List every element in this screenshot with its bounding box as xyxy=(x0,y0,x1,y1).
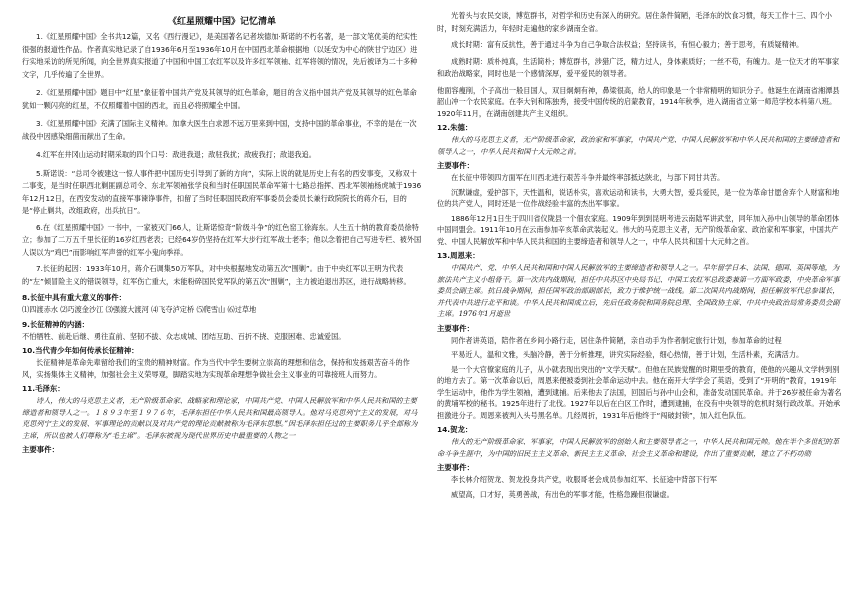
item-13-text: 中国共产、党、中华人民共和国和中国人民解放军的主要缔造者和领导人之一。早年留学日本、法国、德国、英国等地，为旅法共产主义小组骨干。第一次共内战期间，担任中共苏区中央局书记、中国工农红军总政委兼第一方面军政委，中央革命军事委员会副主席。抗日战争期间，担任国军政治部副部长，致力于维护统一战线。第二次国共内战期间，担任解放军代总参谋长，并代表中共进行北平和谈。中华人民共和国成立后，先后任政务院和国务院总理、全国政协主席、中共中央政治局常务委员会副主席。1976年1月逝世 xyxy=(437,263,840,318)
item-14-detail-b: 威望高，口才好，英勇善战，有出色的军事才能，性格急躁但很谦虚。 xyxy=(451,489,674,499)
item-14-text: 伟大的无产阶级革命家、军事家，中国人民解放军的创始人和主要领导者之一，中华人民共和国元帅。他在半个多世纪的革命斗争生涯中，为中国的旧民主主义革命、新民主主义革命、社会主义革命和建设，作出了重要贡献，建立了不朽功勋 xyxy=(437,437,840,458)
item-11-text: 诗人，伟大的马克思主义者，无产阶级革命家、战略家和理论家，中国共产党、中国人民解放军和中华人民共和国的主要缔造者和领导人之一。１８９３年至１９７６年，毛泽东担任中华人民共和国最高领导人。他对马克思列宁主义的发展，对马克思列宁主义的发展、军事理论的贡献以及对共产党的理论贡献被称为毛泽东思想。”因毛泽东担任过的主要职务几乎全部称为主席，所以也被人们尊称为“毛主席”。毛泽东被视为现代世界历史中最重要的人物之一 xyxy=(22,396,418,440)
item-10-text: 长征精神是革命先辈留给我们的宝贵的精神财富。作为当代中学生要树立崇高的理想和信念，保持和发扬艰苦奋斗的作风，实扬集体主义精神，加强社会主义荣辱观，脚踏实地为实现革命理想争做社会主义事业的可靠接班人而努力。 xyxy=(22,358,410,379)
item-8-heading: 8.长征中具有重大意义的事件： xyxy=(22,293,127,302)
item-12-events-label: 主要事件： xyxy=(437,161,474,170)
item-2: 2.《红星照耀中国》题目中“红星”象征着中国共产党及其领导的红色革命，题目的含义指中国共产党及其领导的红色革命犹如一颗闪亮的红星，不仅照耀着中国的西北，而且必将照耀全中国。 xyxy=(22,88,417,110)
mao-detail-1: 光着头与农民交谈，博览群书，对哲学和历史有深入的研究。居住条件简陋，毛泽东的饮食习惯，每天工作十三、四个小时，时刻充满活力，年轻时走遍他的家乡湖南全省。 xyxy=(437,11,832,33)
item-14-detail-a: 李长林介绍贺龙、贺龙投身共产党，收服哥老会成员参加红军、长征途中背部下行军 xyxy=(451,475,717,484)
mao-detail-2: 成长时期：富有反抗性，善于通过斗争为自己争取合法权益；坚持读书，有恒心毅力；善于思考，有质疑精神。 xyxy=(451,40,804,49)
item-14-events-label: 主要事件： xyxy=(437,463,474,472)
item-13-detail-a: 同作者讲英语，陪作者在乡间小路行走，居住条件简陋，亲自动手为作者制定旅行计划，参加革命的过程 xyxy=(451,335,782,345)
item-13-events-label: 主要事件： xyxy=(437,323,474,333)
item-9-heading: 9.长征精神的内涵： xyxy=(22,319,90,329)
mao-detail-4: 他面容瘦削，个子高出一般目国人，双目炯炯有神，鼻梁很高，给人的印象是一个非常精明的知识分子。他诞生在湖南省湘潭县韶山冲一个农民家庭。在李大钊和陈独秀，接受中国传统的启蒙教育，1914年秋季，进入湖南省立第一师范学校本科第八班。1920年11月，在湖南创建共产主义组织。 xyxy=(437,85,840,118)
item-5: 5.斯诺说：“总司令被建这一惊人事件把中国历史引导到了新的方向”，实际上说的就是历史上有名的西安事变，又称双十二事变，是当时任职西北剿匪副总司令、东北军领袖张学良和当时任职国民革命军第十七路总指挥、西北军领袖杨虎城于1936年12月12日，在西安发动的直接军事谏诤事件，扣留了当时任职国民政府军事委员会委员长兼行政院院长的蒋介石，目的是“停止剿共，改组政府，出兵抗日”。 xyxy=(22,168,422,215)
item-13-detail-b: 平易近人，温和文雅，头脑冷静，善于分析推理，讲究实际经验，细心热情，善于计划，生活朴素，充满活力。 xyxy=(451,350,804,359)
item-6: 6.在《红星照耀中国》一书中，一家被灭门66人，让斯诺惊奇“阶级斗争”的红色窑工徐海东。人生五十纳的教育委员徐特立；参加了二万五千里长征的16岁红西老表；已经64岁仍坚持在红军大步行红军战士老李；他以念着把自己写进专栏、被外国人误以为“鸡巴”而影响红军声誉的红军小鬼向季祥。 xyxy=(22,222,422,257)
item-14-heading: 14.贺龙： xyxy=(437,425,473,434)
item-1: 1.《红星照耀中国》全书共12篇，又名《西行漫记》，是美国著名记者埃德加·斯诺的不朽名著，是一部文笔优美的纪实性很强的报道性作品。作者真实地记录了自1936年6月至1936年10月在中国西北革命根据地（以延安为中心的陕甘宁边区）进行实地采访的所见所闻，向全世界真实报道了中国和中国工农红军以及许多红军领袖、红军将领的情况，先后被译为二十多种文字，几乎传遍了全世界。 xyxy=(22,32,418,79)
page-title: 《红星照耀中国》记忆清单 xyxy=(167,17,276,27)
mao-detail-3: 成熟时期：质朴纯真，生活简朴；博览群书，涉猎广泛，精力过人，身体素质好；一丝不苟，有魄力。是一位天才的军事家和政治战略家，同时也是一个感情深厚，爱平爱民的领导者。 xyxy=(437,56,840,78)
item-13-detail-c: 是一个大官僚家庭的儿子，从小就表现出突出的“文学天赋”。但他在民族觉醒的时期里受的教育，使他的兴趣从文学转到别的地方去了。第一次革命以后，周恩来便被委到社会革命运动中去。他在南开大学学会了英语，受到了“开明的”教育，1919年学生运动中，他作为学生领袖，遭到逮捕。后来他去了法国，回国后与孙中山会和，准备发动国民革命。并于26岁被任命为著名的黄埔军校的秘书。1925年进行了北伐。1927年以后在白区工作时，遭到逮捕，在没有中央领导的危机时刻行政改革。开始承担激进分子。周恩来被判入头号黑名单。几经周折，1931年后他终于“闯破封锁”，加入红色队伍。 xyxy=(437,364,842,420)
item-10-heading: 10.当代青少年如何传承长征精神： xyxy=(22,346,139,355)
item-4: 4.红军在井冈山运动时期采取的四个口号：敌进我退；敌驻我扰；敌疲我打；敌退我追。 xyxy=(36,150,316,159)
item-9-text: 不怕牺牲、前赴后继、勇往直前、坚韧不拔、众志成城、团结互助、百折不挠、克服困难、忠诚爱国。 xyxy=(22,331,346,341)
item-11-heading: 11.毛泽东： xyxy=(22,384,65,393)
item-12-detail-b: 沉默谦虚，爱护部下，天性温和，说话朴实，喜欢运动和读书，大勇大智，爱兵爱民，是一位为革命甘愿舍弃个人财富和地位的共产党人，同时还是一位作战经验丰富的杰出军事家。 xyxy=(437,187,840,208)
left-column xyxy=(22,10,422,604)
item-7: 7.长征的起因：1933年10月，蒋介石调集50万军队，对中央根据地发动第五次“围剿”。由于中央红军以王明为代表的“左”倾冒险主义的错误领导，红军伤亡重大，未能粉碎国民党军队的第五次“围剿”，主力被迫退出苏区，进行战略转移。 xyxy=(22,264,411,286)
item-12-detail-a: 在长征中带领四方面军在川西北进行艰苦斗争并最终率部抵达陕北，与部下同甘共苦。 xyxy=(451,173,725,182)
item-12-text: 伟大的马克思主义者，无产阶级革命家，政治家和军事家，中国共产党、中国人民解放军和中华人民共和国的主要缔造者和领导人之一，中华人民共和国十大元帅之首。 xyxy=(437,135,840,156)
item-13-heading: 13.周恩来： xyxy=(437,251,480,260)
item-12-detail-c: 1886年12月1日生于四川省仪陇县一个佃农家庭。1909年到到昆明考进云南陆军讲武堂，同年加入孙中山领导的革命团体中国同盟会。1911年10月在云南参加辛亥革命武装起义。伟大的马克思主义者，无产阶级革命家、政治家和军事家，中国共产党、中国人民解放军和中华人民共和国的主要缔造者和领导人之一，中华人民共和国十大元帅之首。 xyxy=(437,213,840,246)
item-3: 3.《红星照耀中国》充满了国际主义精神。加拿大医生白求恩不远万里来到中国，支持中国的革命事业，不幸的是在一次战役中因感染细菌而献出了生命。 xyxy=(22,119,417,141)
right-column xyxy=(437,10,842,604)
item-12-heading: 12.朱德： xyxy=(437,123,473,132)
item-11-events-label: 主要事件： xyxy=(22,445,59,454)
item-8-list: ⑴四渡赤水 ⑵巧渡金沙江 ⑶强渡大渡河 ⑷飞夺泸定桥 ⑸爬雪山 ⑹过草地 xyxy=(22,305,257,314)
